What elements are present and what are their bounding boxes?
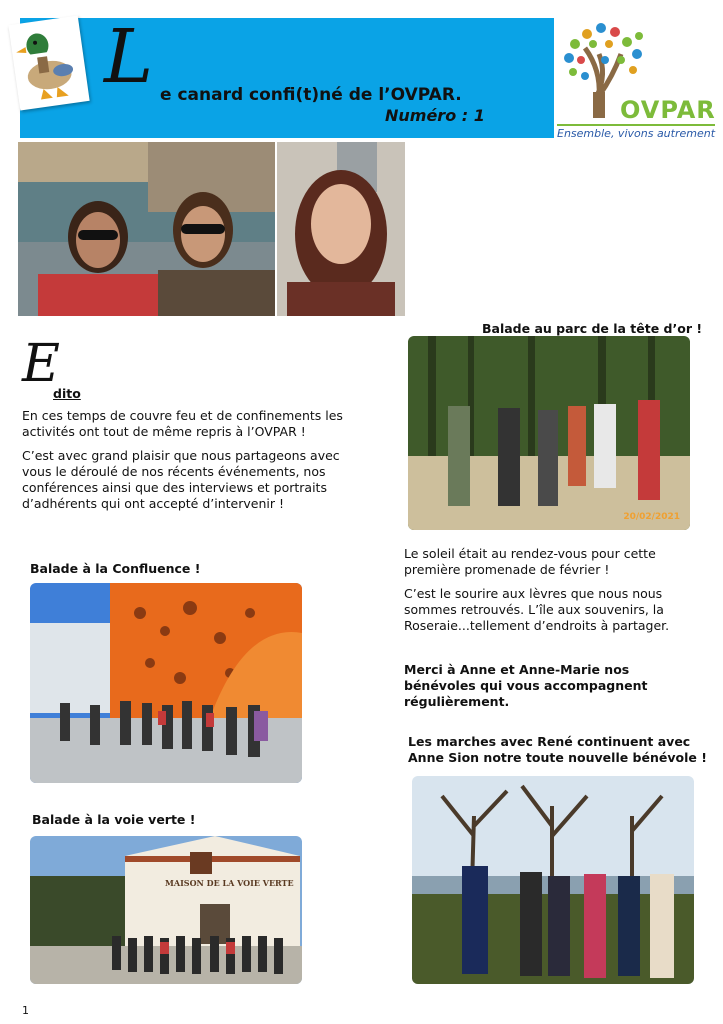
edito-paragraph-1: En ces temps de couvre feu et de confinements les activités ont tout de même repris à l’OVPAR ! xyxy=(22,408,343,439)
newsletter-title: e canard confi(t)né de l’OVPAR. xyxy=(160,85,462,105)
tete-dor-caption: Balade au parc de la tête d’or ! xyxy=(482,321,703,336)
title-drop-cap: L xyxy=(104,14,154,100)
duck-mascot-image xyxy=(8,16,89,111)
voie-verte-caption: Balade à la voie verte ! xyxy=(32,812,196,827)
rene-walk-caption: Les marches avec René continuent avec Anne Sion notre toute nouvelle bénévole ! xyxy=(408,734,707,765)
edito-text xyxy=(22,408,372,520)
thanks-volunteers: Merci à Anne et Anne-Marie nos bénévoles qui vous accompagnent régulièrement. xyxy=(404,662,648,709)
photo-woman-portrait xyxy=(277,142,405,316)
issue-number: Numéro : 1 xyxy=(385,106,485,125)
photo-voie-verte-group xyxy=(30,836,302,984)
edito-drop-cap: E xyxy=(22,334,60,394)
tete-dor-paragraph-1: Le soleil était au rendez-vous pour cette première promenade de février ! xyxy=(404,546,656,577)
photo-tete-dor-group xyxy=(408,336,690,530)
page-number: 1 xyxy=(22,1004,29,1017)
voie-verte-sign: MAISON DE LA VOIE VERTE xyxy=(165,878,294,888)
photo-two-women-riverside xyxy=(18,142,275,316)
photo-date-stamp: 20/02/2021 xyxy=(623,512,680,522)
photo-rene-walk-group xyxy=(412,776,694,984)
confluence-caption: Balade à la Confluence ! xyxy=(30,561,201,576)
edito-heading: dito xyxy=(53,386,81,401)
logo-tagline: Ensemble, vivons autrement xyxy=(557,124,715,140)
tete-dor-text xyxy=(404,546,704,642)
logo-brand-name: OVPAR xyxy=(620,96,716,124)
edito-paragraph-2: C’est avec grand plaisir que nous partageons avec vous le déroulé de nos récents événements, nos conférences ainsi que des interviews et portraits d’adhérents qui ont accepté d’intervenir ! xyxy=(22,448,340,511)
photo-confluence-group xyxy=(30,583,302,783)
tete-dor-paragraph-2: C’est le sourire aux lèvres que nous nous sommes retrouvés. L’île aux souvenirs, la Roseraie...tellement d’endroits à partager. xyxy=(404,586,670,633)
